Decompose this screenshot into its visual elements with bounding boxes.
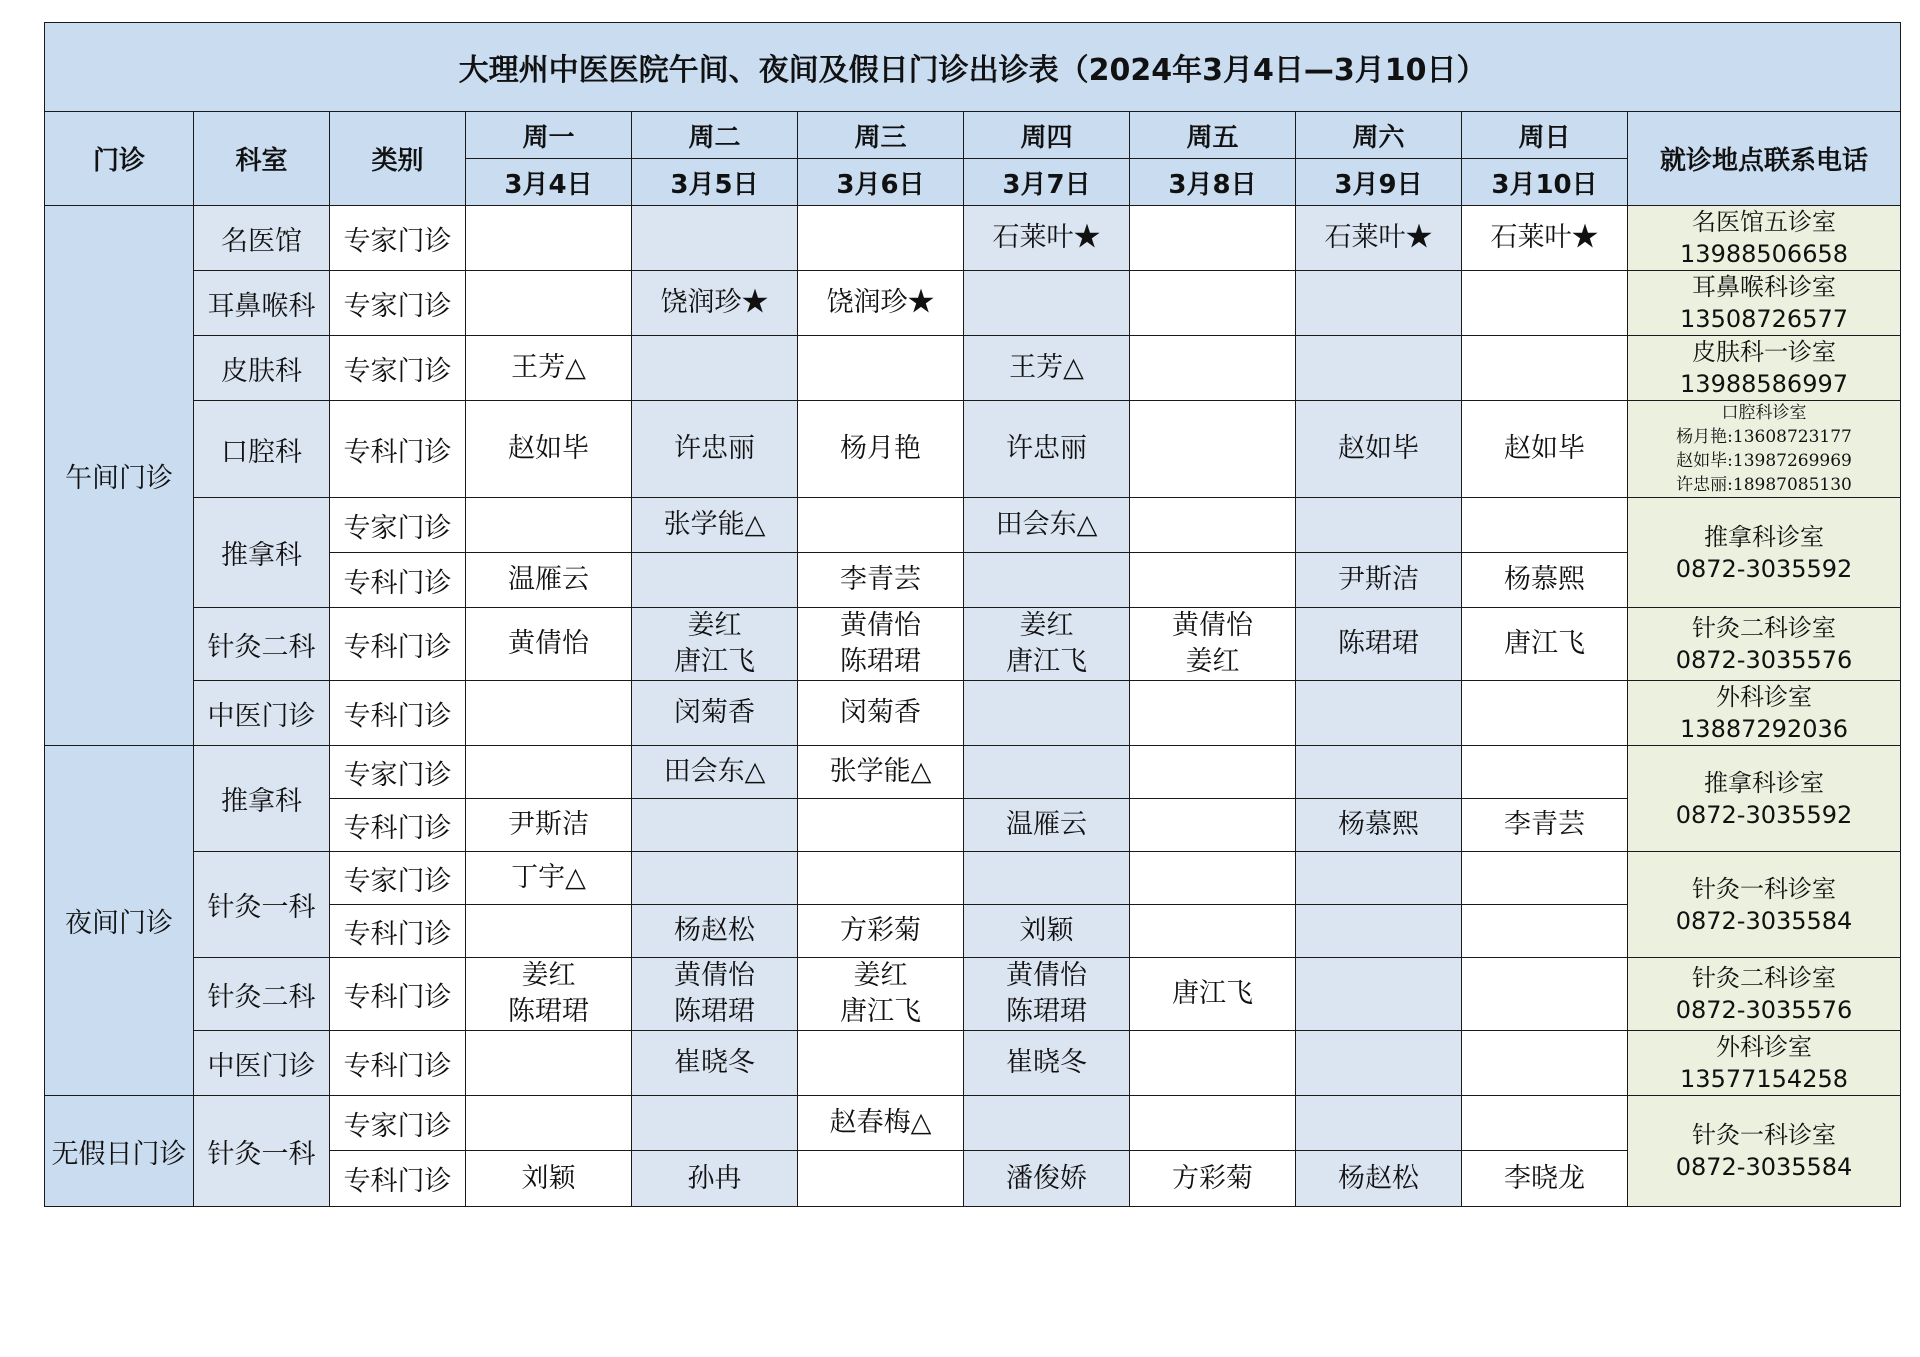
- doctor-cell: [1130, 905, 1296, 958]
- clinic-type: 专科门诊: [330, 553, 466, 608]
- contact-line: 杨月艳:13608723177: [1676, 427, 1852, 447]
- doctor-cell: [632, 336, 798, 401]
- clinic-type: 专家门诊: [330, 1096, 466, 1151]
- doctor-cell: 崔晓冬: [632, 1031, 798, 1096]
- contact-line: 许忠丽:18987085130: [1676, 475, 1852, 495]
- header-day: 周一: [466, 112, 632, 159]
- doctor-cell: [1130, 608, 1296, 681]
- doctor-cell: [1462, 852, 1628, 905]
- doctor-cell: [1130, 1096, 1296, 1151]
- clinic-type: 专家门诊: [330, 852, 466, 905]
- doctor-cell: [798, 1151, 964, 1207]
- doctor-name: 黄倩怡: [840, 610, 921, 641]
- contact-info: [1628, 958, 1901, 1031]
- doctor-cell: 杨赵松: [632, 905, 798, 958]
- doctor-cell: [632, 958, 798, 1031]
- doctor-cell: [632, 1096, 798, 1151]
- clinic-type: 专科门诊: [330, 905, 466, 958]
- doctor-cell: 杨赵松: [1296, 1151, 1462, 1207]
- doctor-cell: [798, 799, 964, 852]
- header-date: 3月8日: [1130, 159, 1296, 206]
- doctor-cell: 闵菊香: [798, 681, 964, 746]
- doctor-cell: 田会东△: [632, 746, 798, 799]
- doctor-cell: [1130, 852, 1296, 905]
- dept-label: 针灸二科: [194, 958, 330, 1031]
- doctor-cell: 李青芸: [798, 553, 964, 608]
- doctor-cell: 尹斯洁: [1296, 553, 1462, 608]
- doctor-cell: [964, 958, 1130, 1031]
- clinic-type: 专科门诊: [330, 681, 466, 746]
- doctor-cell: [1296, 746, 1462, 799]
- doctor-cell: [466, 1031, 632, 1096]
- contact-line: 针灸二科诊室: [1692, 614, 1837, 642]
- contact-line: 口腔科诊室: [1721, 403, 1807, 423]
- contact-info: [1628, 401, 1901, 498]
- header-day: 周六: [1296, 112, 1462, 159]
- header-session: 门诊: [45, 112, 194, 206]
- table-row: [45, 608, 1901, 681]
- doctor-cell: 许忠丽: [632, 401, 798, 498]
- doctor-cell: [1296, 681, 1462, 746]
- doctor-cell: [798, 206, 964, 271]
- header-date: 3月5日: [632, 159, 798, 206]
- contact-info: [1628, 336, 1901, 401]
- contact-line: 13508726577: [1680, 305, 1848, 333]
- doctor-cell: [798, 336, 964, 401]
- doctor-cell: 闵菊香: [632, 681, 798, 746]
- session-label: 夜间门诊: [45, 746, 194, 1096]
- doctor-cell: 王芳△: [964, 336, 1130, 401]
- doctor-cell: [1462, 958, 1628, 1031]
- contact-line: 耳鼻喉科诊室: [1692, 273, 1837, 301]
- doctor-cell: [1130, 1031, 1296, 1096]
- doctor-cell: 田会东△: [964, 498, 1130, 553]
- doctor-name: 唐江飞: [1172, 978, 1253, 1009]
- header-dept: 科室: [194, 112, 330, 206]
- dept-label: 耳鼻喉科: [194, 271, 330, 336]
- doctor-cell: [1130, 799, 1296, 852]
- doctor-cell: [1462, 1096, 1628, 1151]
- header-day: 周五: [1130, 112, 1296, 159]
- doctor-name: 姜红: [521, 960, 576, 991]
- contact-line: 赵如毕:13987269969: [1676, 451, 1852, 471]
- doctor-cell: [466, 206, 632, 271]
- header-day: 周二: [632, 112, 798, 159]
- doctor-cell: [1462, 498, 1628, 553]
- header-date: 3月4日: [466, 159, 632, 206]
- doctor-cell: [798, 608, 964, 681]
- doctor-cell: [1296, 905, 1462, 958]
- doctor-cell: [1130, 553, 1296, 608]
- doctor-cell: 李青芸: [1462, 799, 1628, 852]
- table-row: [45, 206, 1901, 271]
- doctor-cell: [1130, 958, 1296, 1031]
- doctor-cell: [1462, 681, 1628, 746]
- doctor-cell: 尹斯洁: [466, 799, 632, 852]
- doctor-cell: [798, 958, 964, 1031]
- clinic-type: 专科门诊: [330, 1151, 466, 1207]
- table-row: [45, 958, 1901, 1031]
- contact-line: 0872-3035584: [1675, 906, 1853, 935]
- session-label: 午间门诊: [45, 206, 194, 746]
- doctor-cell: [466, 905, 632, 958]
- dept-label: 针灸一科: [194, 1096, 330, 1207]
- clinic-type: 专家门诊: [330, 271, 466, 336]
- session-label: 无假日门诊: [45, 1096, 194, 1207]
- contact-line: 针灸二科诊室: [1692, 964, 1837, 992]
- doctor-cell: [964, 608, 1130, 681]
- doctor-cell: 张学能△: [632, 498, 798, 553]
- doctor-cell: [632, 852, 798, 905]
- contact-line: 0872-3035592: [1675, 554, 1853, 583]
- schedule-table: [44, 22, 1901, 1207]
- doctor-name: 陈珺珺: [1006, 996, 1087, 1027]
- doctor-cell: [466, 1096, 632, 1151]
- doctor-cell: [964, 553, 1130, 608]
- doctor-cell: 孙冉: [632, 1151, 798, 1207]
- doctor-name: 黄倩怡: [1172, 610, 1253, 641]
- header-day: 周三: [798, 112, 964, 159]
- doctor-cell: [1462, 905, 1628, 958]
- doctor-cell: [1462, 336, 1628, 401]
- doctor-cell: 李晓龙: [1462, 1151, 1628, 1207]
- doctor-cell: [1130, 746, 1296, 799]
- contact-line: 针灸一科诊室: [1692, 1121, 1837, 1149]
- dept-label: 推拿科: [194, 746, 330, 852]
- doctor-cell: [466, 958, 632, 1031]
- doctor-cell: [1462, 608, 1628, 681]
- contact-info: [1628, 608, 1901, 681]
- table-row: [45, 1031, 1901, 1096]
- doctor-name: 黄倩怡: [674, 960, 755, 991]
- clinic-type: 专家门诊: [330, 498, 466, 553]
- doctor-cell: [1462, 1031, 1628, 1096]
- doctor-cell: [632, 799, 798, 852]
- doctor-cell: 饶润珍★: [798, 271, 964, 336]
- contact-info: [1628, 206, 1901, 271]
- doctor-cell: 方彩菊: [798, 905, 964, 958]
- clinic-type: 专科门诊: [330, 958, 466, 1031]
- doctor-cell: [632, 206, 798, 271]
- doctor-cell: [964, 852, 1130, 905]
- doctor-cell: 王芳△: [466, 336, 632, 401]
- contact-info: [1628, 681, 1901, 746]
- table-row: [45, 336, 1901, 401]
- contact-line: 名医馆五诊室: [1692, 208, 1837, 236]
- doctor-name: 黄倩怡: [1006, 960, 1087, 991]
- header-day: 周四: [964, 112, 1130, 159]
- contact-line: 外科诊室: [1716, 1033, 1813, 1061]
- dept-label: 名医馆: [194, 206, 330, 271]
- doctor-cell: 温雁云: [964, 799, 1130, 852]
- doctor-cell: [964, 1096, 1130, 1151]
- clinic-type: 专家门诊: [330, 206, 466, 271]
- doctor-cell: [466, 271, 632, 336]
- table-row: [45, 746, 1901, 799]
- table-row: [45, 271, 1901, 336]
- clinic-type: 专科门诊: [330, 608, 466, 681]
- doctor-cell: [466, 498, 632, 553]
- doctor-cell: [1296, 271, 1462, 336]
- header-date: 3月10日: [1462, 159, 1628, 206]
- doctor-cell: [1130, 681, 1296, 746]
- doctor-cell: 张学能△: [798, 746, 964, 799]
- doctor-name: 唐江飞: [1006, 646, 1087, 677]
- dept-label: 皮肤科: [194, 336, 330, 401]
- header-date: 3月7日: [964, 159, 1130, 206]
- page-title: 大理州中医医院午间、夜间及假日门诊出诊表（2024年3月4日—3月10日）: [45, 23, 1901, 112]
- doctor-name: 陈珺珺: [840, 646, 921, 677]
- table-row: [45, 852, 1901, 905]
- doctor-cell: [1296, 608, 1462, 681]
- doctor-cell: [1130, 336, 1296, 401]
- contact-line: 皮肤科一诊室: [1692, 338, 1837, 366]
- contact-info: [1628, 746, 1901, 852]
- dept-label: 中医门诊: [194, 1031, 330, 1096]
- doctor-cell: 杨慕熙: [1462, 553, 1628, 608]
- doctor-cell: 杨月艳: [798, 401, 964, 498]
- doctor-cell: 石莱叶★: [964, 206, 1130, 271]
- dept-label: 推拿科: [194, 498, 330, 608]
- clinic-type: 专科门诊: [330, 1031, 466, 1096]
- doctor-cell: [632, 553, 798, 608]
- clinic-type: 专科门诊: [330, 799, 466, 852]
- header-contact: 就诊地点联系电话: [1628, 112, 1901, 206]
- dept-label: 针灸一科: [194, 852, 330, 958]
- doctor-cell: 赵春梅△: [798, 1096, 964, 1151]
- doctor-name: 唐江飞: [1504, 628, 1585, 659]
- doctor-cell: [1296, 498, 1462, 553]
- doctor-cell: 温雁云: [466, 553, 632, 608]
- table-row: [45, 1096, 1901, 1151]
- table-row: [45, 498, 1901, 553]
- doctor-name: 姜红: [1019, 610, 1074, 641]
- doctor-cell: 潘俊娇: [964, 1151, 1130, 1207]
- doctor-cell: [798, 852, 964, 905]
- header-date: 3月9日: [1296, 159, 1462, 206]
- doctor-cell: [466, 681, 632, 746]
- doctor-cell: 赵如毕: [1296, 401, 1462, 498]
- doctor-cell: 石莱叶★: [1462, 206, 1628, 271]
- contact-info: [1628, 852, 1901, 958]
- doctor-cell: [632, 608, 798, 681]
- doctor-cell: [1462, 746, 1628, 799]
- contact-line: 13577154258: [1680, 1065, 1848, 1093]
- doctor-cell: [1462, 271, 1628, 336]
- contact-line: 外科诊室: [1716, 683, 1813, 711]
- contact-line: 0872-3035576: [1675, 646, 1853, 674]
- contact-line: 推拿科诊室: [1704, 522, 1825, 551]
- header-type: 类别: [330, 112, 466, 206]
- clinic-type: 专家门诊: [330, 746, 466, 799]
- doctor-cell: [964, 271, 1130, 336]
- doctor-cell: [1296, 1096, 1462, 1151]
- doctor-name: 陈珺珺: [674, 996, 755, 1027]
- doctor-name: 黄倩怡: [508, 628, 589, 659]
- dept-label: 中医门诊: [194, 681, 330, 746]
- doctor-cell: [798, 1031, 964, 1096]
- doctor-cell: [964, 681, 1130, 746]
- doctor-cell: 方彩菊: [1130, 1151, 1296, 1207]
- contact-info: [1628, 1031, 1901, 1096]
- doctor-name: 姜红: [1185, 646, 1240, 677]
- clinic-type: 专科门诊: [330, 401, 466, 498]
- doctor-cell: 石莱叶★: [1296, 206, 1462, 271]
- contact-line: 13988586997: [1680, 370, 1848, 398]
- doctor-name: 陈珺珺: [1338, 628, 1419, 659]
- table-row: [45, 681, 1901, 746]
- doctor-cell: 刘颖: [964, 905, 1130, 958]
- doctor-cell: [798, 498, 964, 553]
- doctor-cell: [466, 608, 632, 681]
- header-day: 周日: [1462, 112, 1628, 159]
- header-date: 3月6日: [798, 159, 964, 206]
- doctor-cell: [1130, 206, 1296, 271]
- doctor-cell: [1296, 1031, 1462, 1096]
- doctor-name: 唐江飞: [674, 646, 755, 677]
- doctor-cell: [1296, 958, 1462, 1031]
- doctor-cell: 赵如毕: [466, 401, 632, 498]
- dept-label: 针灸二科: [194, 608, 330, 681]
- doctor-cell: 崔晓冬: [964, 1031, 1130, 1096]
- doctor-cell: [1296, 336, 1462, 401]
- contact-line: 针灸一科诊室: [1692, 874, 1837, 903]
- contact-line: 13887292036: [1680, 715, 1848, 743]
- contact-line: 0872-3035576: [1675, 996, 1853, 1024]
- doctor-cell: 赵如毕: [1462, 401, 1628, 498]
- doctor-cell: [1296, 852, 1462, 905]
- doctor-cell: [964, 746, 1130, 799]
- doctor-cell: [1130, 271, 1296, 336]
- doctor-name: 姜红: [853, 960, 908, 991]
- doctor-name: 姜红: [687, 610, 742, 641]
- doctor-cell: 刘颖: [466, 1151, 632, 1207]
- doctor-cell: 许忠丽: [964, 401, 1130, 498]
- dept-label: 口腔科: [194, 401, 330, 498]
- doctor-cell: 丁宇△: [466, 852, 632, 905]
- table-row: [45, 401, 1901, 498]
- contact-info: [1628, 1096, 1901, 1207]
- doctor-name: 唐江飞: [840, 996, 921, 1027]
- doctor-cell: [466, 746, 632, 799]
- doctor-name: 陈珺珺: [508, 996, 589, 1027]
- doctor-cell: 杨慕熙: [1296, 799, 1462, 852]
- clinic-type: 专家门诊: [330, 336, 466, 401]
- doctor-cell: 饶润珍★: [632, 271, 798, 336]
- contact-line: 0872-3035592: [1675, 800, 1853, 829]
- contact-line: 0872-3035584: [1675, 1153, 1853, 1181]
- doctor-cell: [1130, 401, 1296, 498]
- contact-info: [1628, 271, 1901, 336]
- contact-line: 13988506658: [1680, 240, 1848, 268]
- doctor-cell: [1130, 498, 1296, 553]
- contact-info: [1628, 498, 1901, 608]
- contact-line: 推拿科诊室: [1704, 768, 1825, 797]
